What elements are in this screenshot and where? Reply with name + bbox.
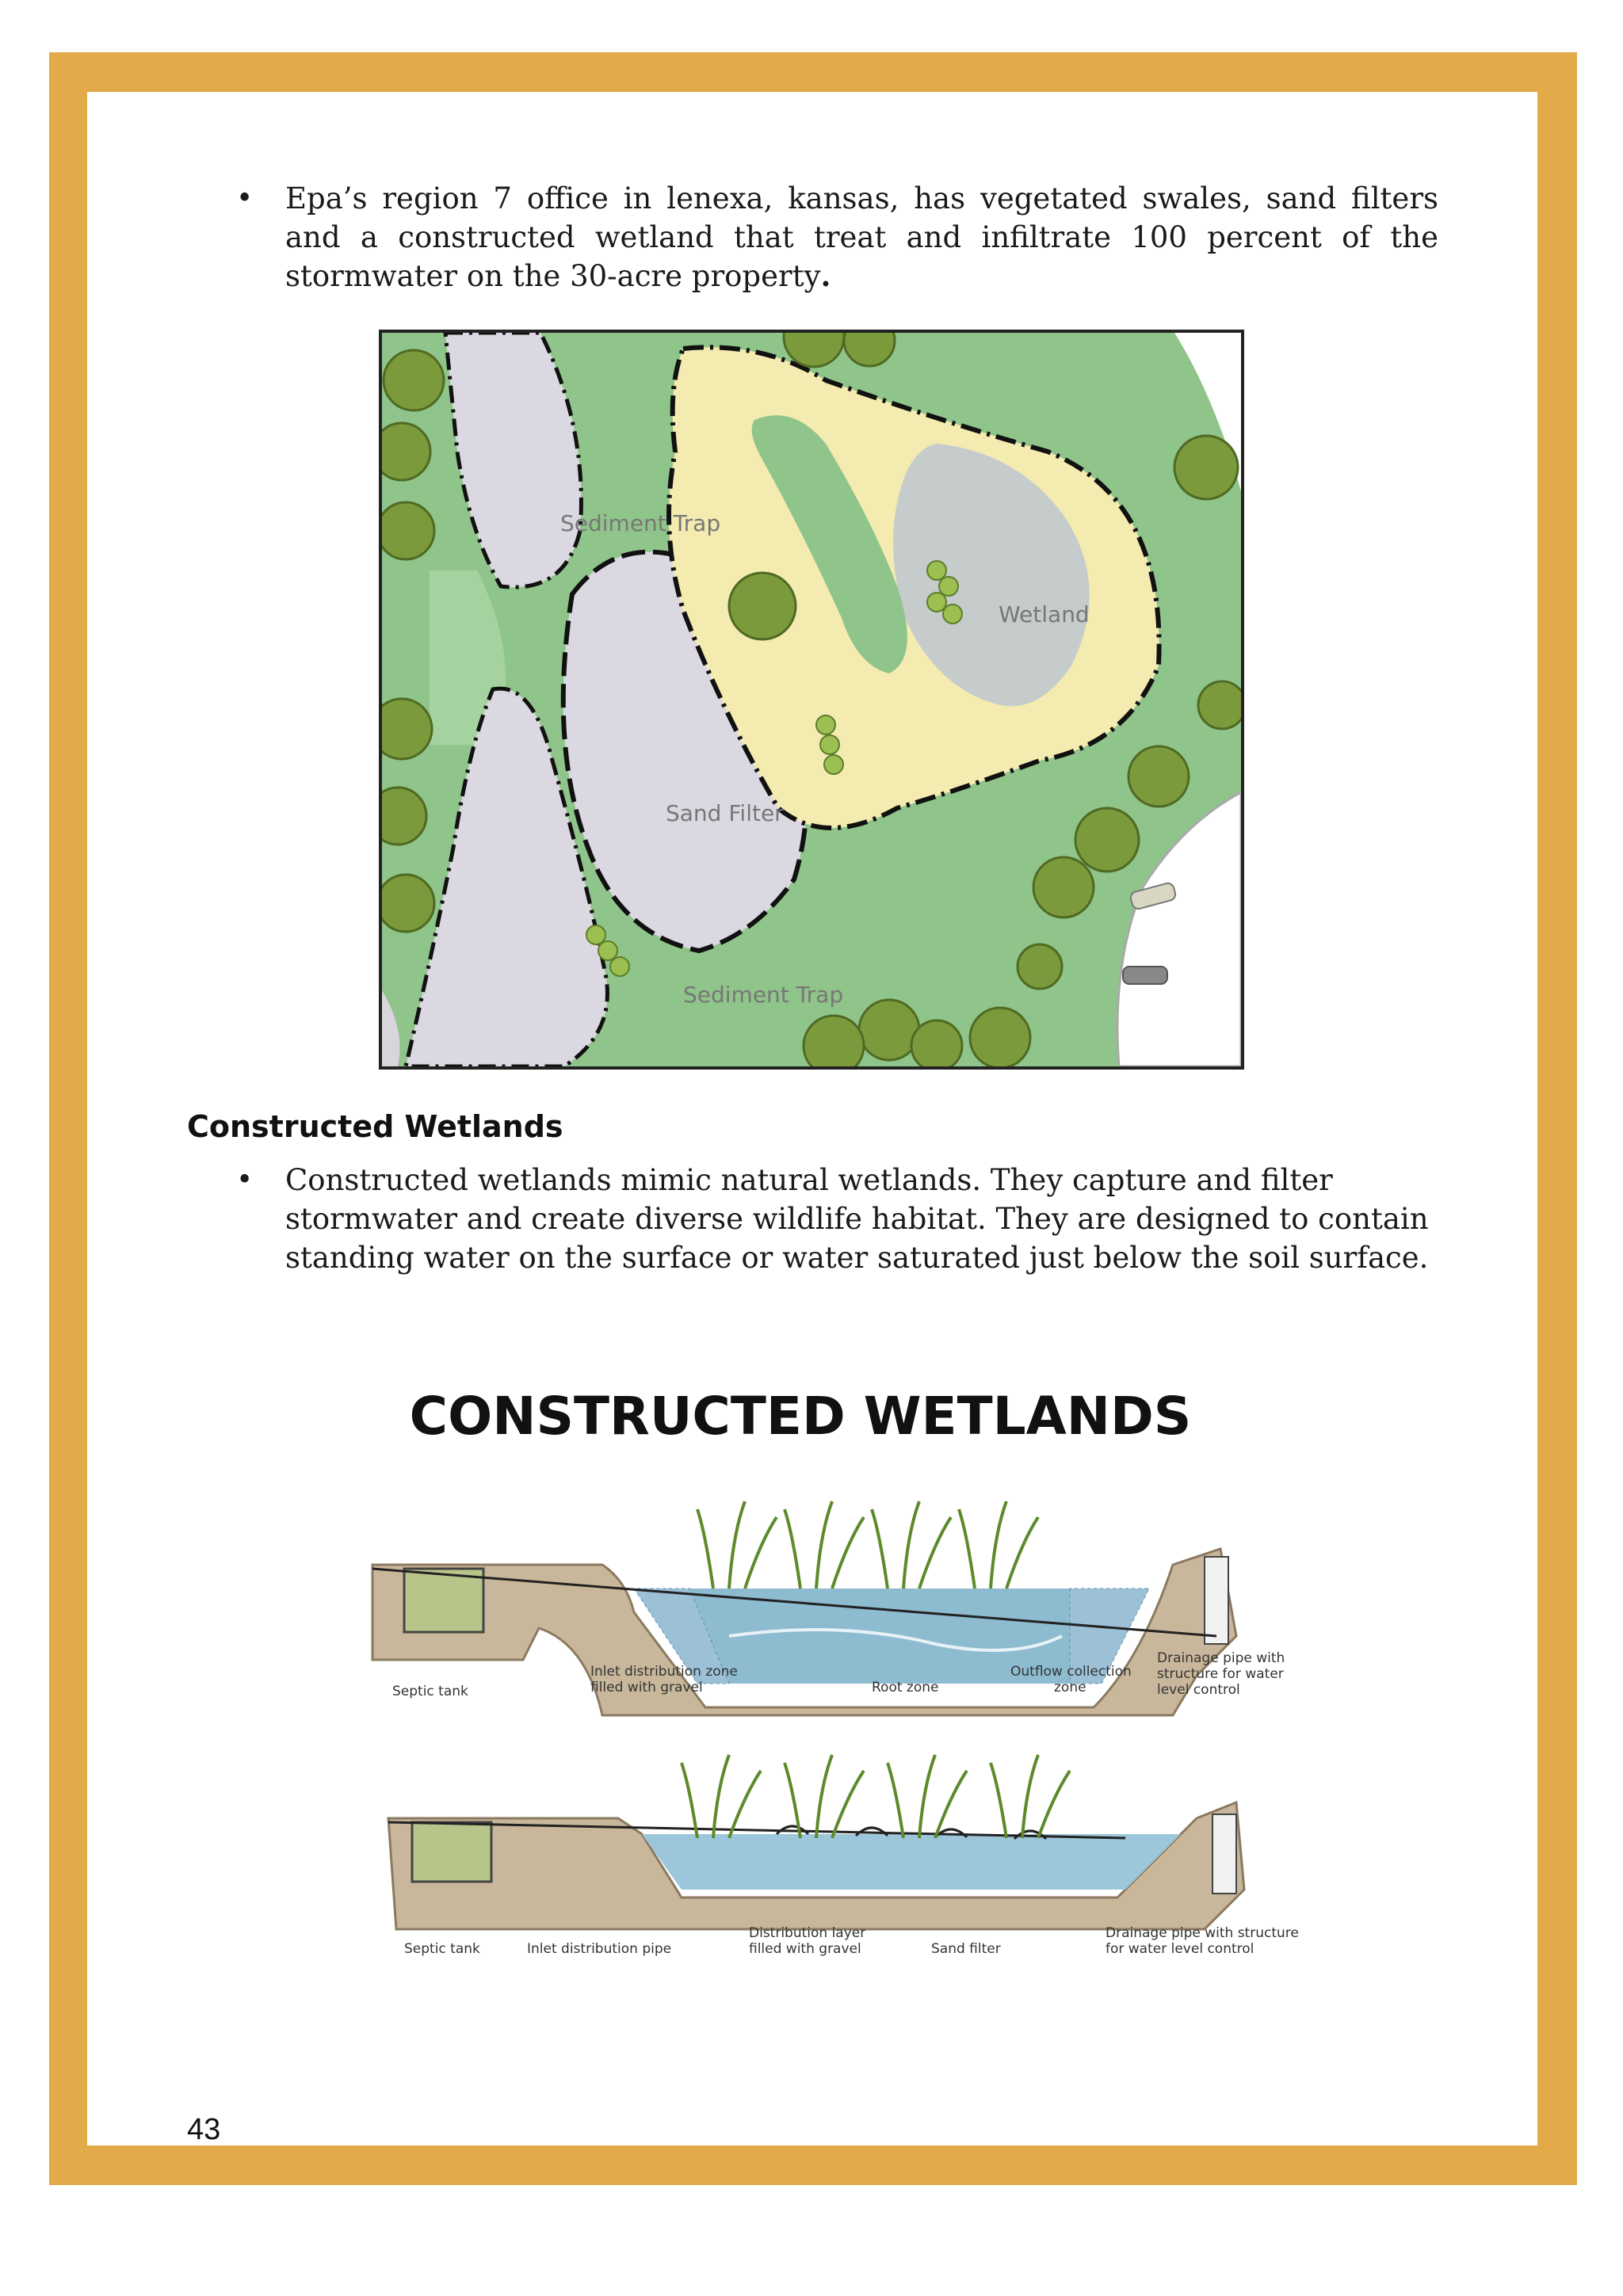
- tree-icon: [1128, 746, 1189, 807]
- shrub-icon: [927, 593, 946, 612]
- septic-tank: [412, 1822, 491, 1882]
- bullet-marker: •: [236, 1164, 254, 1196]
- label-septic-tank: Septic tank: [404, 1941, 480, 1957]
- label-inlet-zone: Inlet distribution zone: [590, 1664, 738, 1680]
- bullet-item-epa: [236, 179, 1438, 296]
- shrub-icon: [816, 715, 835, 734]
- septic-tank: [404, 1569, 483, 1632]
- shrub-icon: [824, 755, 843, 774]
- tree-icon: [1075, 808, 1139, 871]
- bullet-text: Constructed wetlands mimic natural wetlands. They capture and filter stormwater and create diverse wildlife habitat. They are designed to contain standing water on the surface or water saturated just below the soil surface.: [285, 1163, 1429, 1275]
- tree-icon: [382, 875, 434, 932]
- shrub-icon: [610, 957, 629, 976]
- drainage-structure: [1205, 1557, 1228, 1644]
- label-drainage: Drainage pipe with: [1157, 1650, 1285, 1666]
- shrub-icon: [939, 577, 958, 596]
- tree-icon: [382, 788, 426, 845]
- reed-plant: [697, 1501, 777, 1589]
- reed-plant: [959, 1501, 1038, 1589]
- tree-icon: [911, 1020, 962, 1066]
- shrub-icon: [586, 925, 605, 944]
- label-outflow: Outflow collection: [1010, 1664, 1132, 1680]
- top-cross-section: [372, 1501, 1285, 1715]
- label-distribution: filled with gravel: [749, 1941, 861, 1957]
- tree-icon: [859, 1000, 919, 1060]
- label-drainage: Drainage pipe with structure: [1106, 1925, 1299, 1941]
- tree-icon: [1174, 436, 1238, 499]
- tree-icon: [729, 573, 796, 639]
- tree-icon: [382, 423, 430, 480]
- shrub-icon: [598, 941, 617, 960]
- label-sediment-trap-top: Sediment Trap: [560, 510, 721, 536]
- label-inlet-pipe: Inlet distribution pipe: [527, 1941, 672, 1957]
- reed-plant: [785, 1501, 864, 1589]
- tree-icon: [970, 1008, 1030, 1066]
- tree-icon: [384, 350, 444, 410]
- label-drainage: structure for water: [1157, 1666, 1284, 1682]
- section-heading: Constructed Wetlands: [187, 1109, 563, 1144]
- bullet-text: Epa’s region 7 office in lenexa, kansas, has vegetated swales, sand filters and a constructed wetland that treat and infiltrate 100 percent of the stormwater on the 30-acre property.: [285, 181, 1438, 293]
- drainage-structure: [1212, 1814, 1236, 1894]
- constructed-wetlands-diagram: [285, 1375, 1316, 1977]
- label-sand-filter: Sand Filter: [666, 800, 784, 826]
- page-number: 43: [187, 2113, 221, 2146]
- label-septic-tank: Septic tank: [392, 1684, 468, 1699]
- car-icon: [1123, 967, 1167, 984]
- label-inlet-zone: filled with gravel: [590, 1680, 703, 1695]
- bottom-cross-section: [388, 1755, 1299, 1957]
- label-wetland: Wetland: [999, 601, 1090, 627]
- shrub-icon: [943, 605, 962, 624]
- tree-icon: [1198, 681, 1241, 729]
- shrub-icon: [820, 735, 839, 754]
- tree-icon: [1033, 857, 1094, 917]
- label-sand-filter: Sand filter: [931, 1941, 1001, 1957]
- water-zone: [642, 1834, 1181, 1890]
- shrub-icon: [927, 561, 946, 580]
- site-plan-figure: [379, 330, 1244, 1070]
- bullet-marker: •: [236, 182, 254, 215]
- reed-plant: [682, 1755, 761, 1838]
- label-sediment-trap-bottom: Sediment Trap: [683, 982, 844, 1008]
- label-outflow: zone: [1054, 1680, 1086, 1695]
- tree-icon: [382, 699, 432, 759]
- tree-icon: [382, 502, 434, 559]
- label-drainage: level control: [1157, 1682, 1240, 1698]
- reed-plant: [991, 1755, 1070, 1838]
- label-distribution: Distribution layer: [749, 1925, 866, 1941]
- reed-plant: [872, 1501, 951, 1589]
- reed-plant: [888, 1755, 967, 1838]
- bullet-item-constructed-wetlands: [236, 1161, 1438, 1277]
- label-drainage: for water level control: [1106, 1941, 1254, 1957]
- label-root-zone: Root zone: [872, 1680, 939, 1695]
- tree-icon: [804, 1016, 864, 1066]
- diagram-title: CONSTRUCTED WETLANDS: [409, 1386, 1192, 1447]
- tree-icon: [1018, 944, 1062, 989]
